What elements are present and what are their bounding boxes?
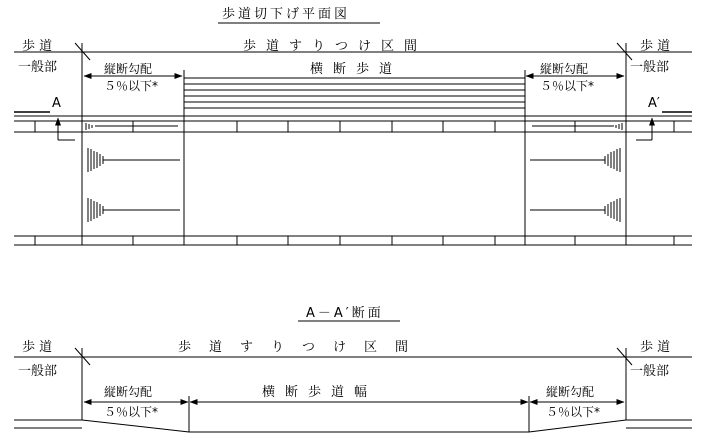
section-crosswalk-width-label: 横断歩道幅: [262, 385, 378, 400]
section-mark-a-prime: A′: [648, 96, 660, 111]
section-right-slope-value: ５％以下*: [546, 405, 601, 419]
plan-left-general-label: 一般部: [18, 60, 58, 75]
section-ground-profile: [14, 420, 692, 432]
plan-right-sidewalk-label: 歩 道: [640, 39, 671, 54]
section-transition-label: 歩道すりつけ区間: [178, 340, 427, 355]
slope-hatch-right-upper: [530, 148, 620, 172]
section-right-sidewalk-label: 歩 道: [640, 340, 671, 355]
upper-curb: [14, 116, 692, 132]
slope-hatch-right-lower: [530, 198, 620, 222]
section-left-slope-value: ５％以下*: [104, 405, 159, 419]
section-left-sidewalk-label: 歩 道: [22, 340, 53, 355]
section-right-general-label: 一般部: [630, 364, 670, 379]
slope-hatch-left-lower: [88, 198, 180, 222]
section-title: A－A′断面: [306, 306, 384, 321]
plan-left-sidewalk-label: 歩 道: [22, 39, 53, 54]
lower-curb: [14, 236, 692, 245]
section-mark-a: A: [52, 96, 61, 111]
section-left-general-label: 一般部: [18, 364, 58, 379]
plan-crosswalk-label: 横断歩道: [310, 62, 403, 77]
plan-left-slope-value: ５％以下*: [104, 79, 159, 93]
crosswalk-stripes: [184, 78, 525, 108]
slope-hatch-left-upper: [88, 148, 180, 172]
section-right-slope-label: 縦断勾配: [546, 385, 595, 399]
plan-right-general-label: 一般部: [630, 60, 670, 75]
section-left-slope-label: 縦断勾配: [104, 385, 153, 399]
curb-taper-right: [532, 123, 622, 130]
plan-right-slope-label: 縦断勾配: [540, 62, 589, 76]
plan-title: 歩道切下げ平面図: [222, 7, 351, 22]
plan-right-slope-value: ５％以下*: [540, 79, 595, 93]
curb-taper-left: [86, 123, 178, 130]
plan-transition-label: 歩道すりつけ区間: [243, 39, 428, 54]
plan-left-slope-label: 縦断勾配: [104, 62, 153, 76]
